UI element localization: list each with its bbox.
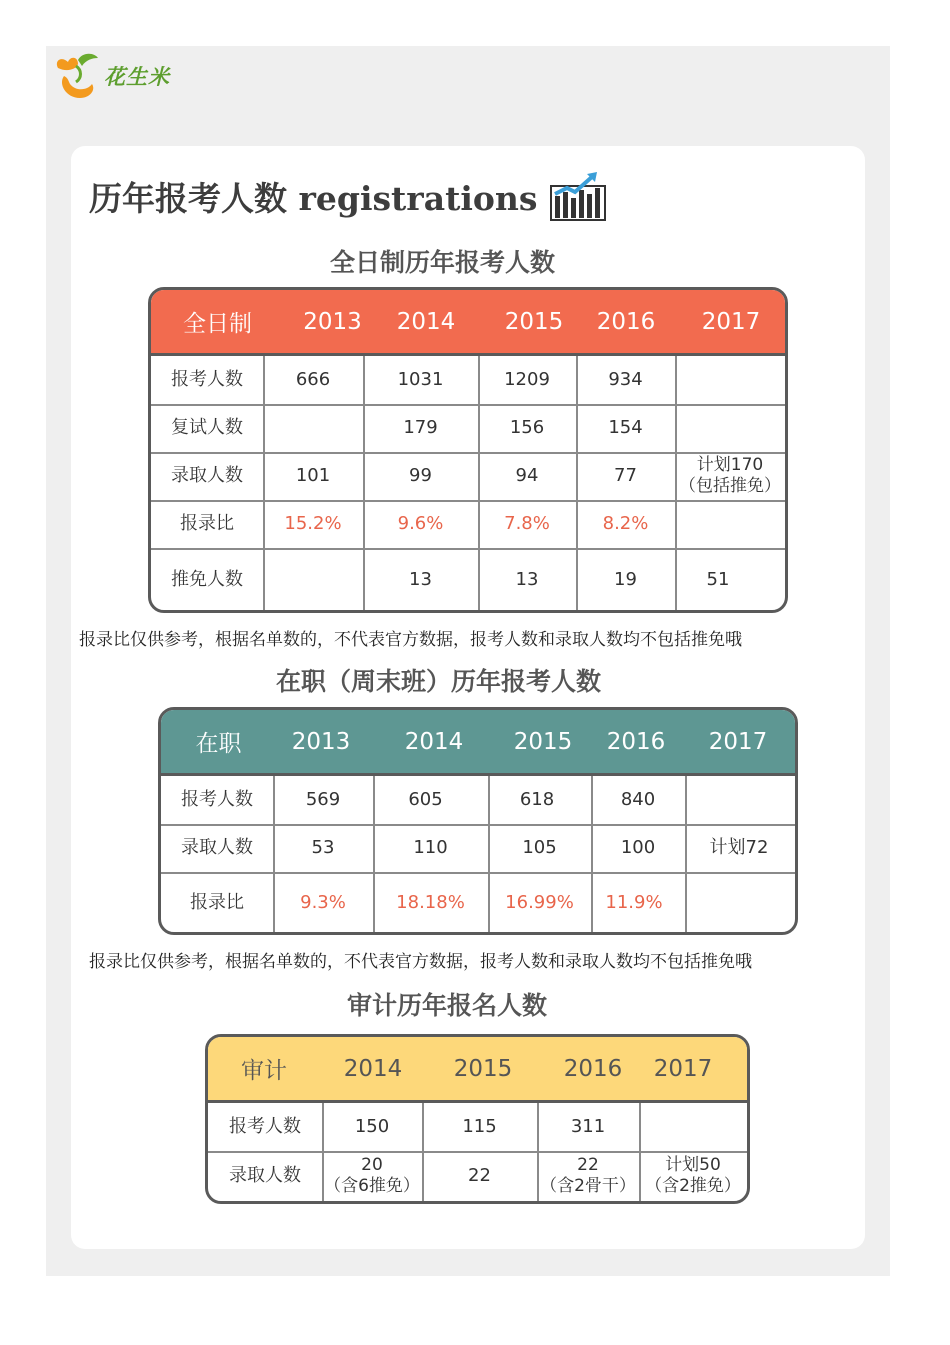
- table-cell: 13: [515, 569, 539, 590]
- table-cell: [639, 1103, 749, 1151]
- header-cell: 2015: [513, 728, 573, 755]
- row-label: 报录比: [180, 513, 234, 534]
- table-cell: 840: [620, 789, 656, 810]
- row-label: 录取人数: [229, 1165, 301, 1186]
- table-cell: 605: [408, 789, 443, 810]
- table-cell: [675, 404, 785, 452]
- ratio-cell: 8.2%: [602, 513, 649, 534]
- ratio-cell: 9.3%: [300, 892, 346, 913]
- ratio-cell: 18.18%: [396, 892, 465, 913]
- header-cell: 2013: [303, 308, 362, 335]
- ratio-cell: 7.8%: [504, 513, 550, 534]
- table-cell: 100: [620, 837, 656, 858]
- row-label: 录取人数: [171, 465, 243, 486]
- header-cell: 在职: [195, 731, 242, 757]
- header-cell: 2014: [396, 308, 456, 335]
- header-cell: 2017: [701, 308, 761, 335]
- audit-section-title: 审计历年报名人数: [347, 991, 548, 1020]
- row-label: 报考人数: [171, 369, 243, 390]
- table-cell: [685, 776, 795, 824]
- parttime-footnote: 报录比仅供参考，根据名单数的，不代表官方数据，报考人数和录取人数均不包括推免哦: [89, 952, 752, 972]
- table-cell: 22 （含2骨干）: [540, 1155, 636, 1196]
- table-cell: 51: [706, 569, 730, 590]
- fulltime-table-header: [151, 290, 785, 356]
- table-cell: 311: [570, 1116, 606, 1137]
- header-cell: 2015: [504, 308, 564, 335]
- table-cell: 115: [462, 1116, 497, 1137]
- table-cell: 618: [519, 789, 555, 810]
- header-cell: 2016: [606, 728, 666, 755]
- table-cell: 99: [409, 465, 432, 486]
- table-cell: 666: [295, 369, 331, 390]
- table-cell: [263, 404, 363, 452]
- table-cell: 150: [354, 1116, 390, 1137]
- table-cell: 77: [614, 465, 637, 486]
- table-cell: 20 （含6推免）: [324, 1155, 420, 1196]
- table-cell: 156: [509, 417, 545, 438]
- peanut-logo-icon: [52, 50, 100, 102]
- fulltime-table: [148, 287, 788, 613]
- header-cell: 2016: [596, 308, 656, 335]
- table-cell: 计划72: [709, 837, 769, 858]
- ratio-cell: 15.2%: [284, 513, 342, 534]
- table-cell: 1031: [397, 369, 444, 390]
- page-title: [89, 170, 607, 222]
- logo-text: 花生米: [104, 64, 170, 89]
- parttime-table: [158, 707, 798, 935]
- table-cell: 179: [403, 417, 438, 438]
- header-cell: 2017: [708, 728, 768, 755]
- table-cell: 计划50 （含2推免）: [645, 1155, 741, 1196]
- parttime-table-header: [161, 710, 795, 776]
- row-label: 推免人数: [171, 569, 243, 590]
- table-cell: 110: [413, 837, 448, 858]
- page-title-text: 历年报考人数 registrations: [89, 178, 538, 218]
- table-cell: 154: [608, 417, 643, 438]
- parttime-section-title: 在职（周末班）历年报考人数: [276, 667, 602, 696]
- header-cell: 全日制: [183, 311, 252, 337]
- audit-table: [205, 1034, 750, 1204]
- row-label: 报考人数: [229, 1116, 301, 1137]
- table-cell: 22: [468, 1165, 491, 1186]
- table-cell: [263, 548, 363, 612]
- ratio-cell: 9.6%: [397, 513, 444, 534]
- ratio-cell: 16.99%: [505, 892, 574, 913]
- table-cell: 934: [608, 369, 643, 390]
- bar-chart-icon: [549, 170, 607, 222]
- table-cell: 105: [522, 837, 557, 858]
- table-cell: 94: [515, 465, 539, 486]
- table-cell: 计划170 （包括推免）: [679, 455, 781, 496]
- row-label: 报录比: [190, 892, 244, 913]
- brand-logo: [52, 48, 212, 104]
- table-cell: 101: [295, 465, 331, 486]
- ratio-cell: [675, 500, 785, 548]
- header-cell: 2016: [563, 1055, 623, 1082]
- table-cell: 13: [409, 569, 432, 590]
- table-cell: 569: [305, 789, 341, 810]
- header-cell: 2013: [291, 728, 351, 755]
- header-cell: 2017: [653, 1055, 713, 1082]
- header-cell: 2014: [404, 728, 464, 755]
- row-label: 录取人数: [181, 837, 253, 858]
- table-cell: 19: [614, 569, 637, 590]
- table-cell: 53: [311, 837, 335, 858]
- header-cell: 审计: [241, 1058, 287, 1084]
- table-cell: [675, 356, 785, 404]
- ratio-cell: [685, 872, 793, 934]
- audit-table-header: [208, 1037, 747, 1103]
- fulltime-footnote: 报录比仅供参考，根据名单数的，不代表官方数据，报考人数和录取人数均不包括推免哦: [79, 630, 742, 650]
- ratio-cell: 11.9%: [605, 892, 663, 913]
- fulltime-section-title: 全日制历年报考人数: [330, 248, 556, 277]
- header-cell: 2015: [453, 1055, 513, 1082]
- table-cell: 1209: [504, 369, 550, 390]
- header-cell: 2014: [343, 1055, 403, 1082]
- row-label: 报考人数: [181, 789, 253, 810]
- row-label: 复试人数: [171, 417, 243, 438]
